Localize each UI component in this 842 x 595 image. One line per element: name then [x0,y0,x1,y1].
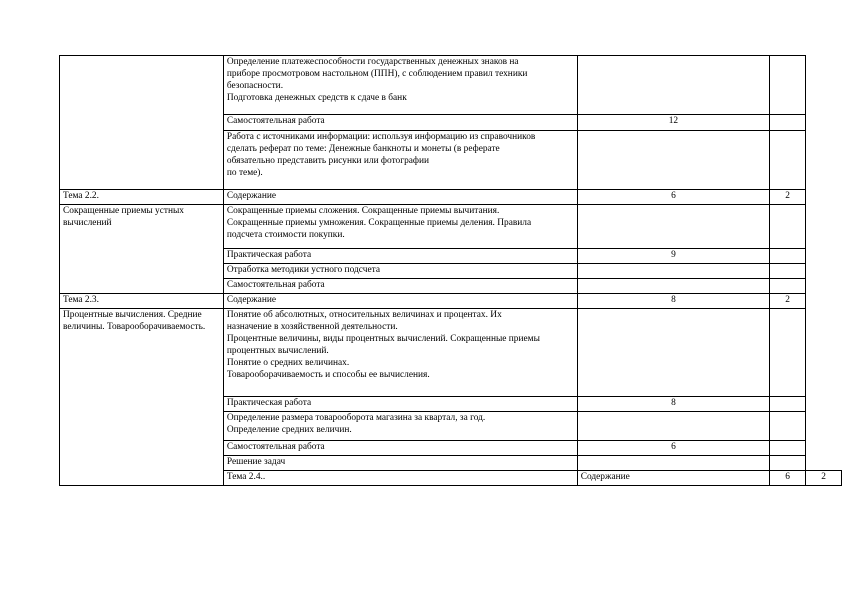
hours-cell [577,309,769,397]
content-line: Процентные величины, виды процентных вычислений. Сокращенные приемы [226,334,540,344]
hours-cell: 8 [577,294,769,309]
level-cell [770,456,806,471]
topic-cell [60,294,224,309]
table-row [60,309,842,397]
content-line: Определение средних величин. [226,425,352,435]
topic-number: Тема 2.2. [63,191,99,201]
content-cell [223,56,577,115]
content-line: Понятие о средних величинах. [226,358,350,368]
content-line: безопасности. [226,81,284,91]
level-cell [770,412,806,441]
content-cell [223,190,577,205]
content-line: Практическая работа [226,398,312,408]
content-line: Работа с источниками информации: используя информацию из справочников [226,132,536,142]
table-row [60,190,842,205]
content-line: приборе просмотровом настольном (ППН), с соблюдением правил техники [226,69,528,79]
topic-cell [60,309,224,486]
topic-cell [223,471,577,486]
topic-title-line: Сокращенные приемы устных [63,206,184,216]
content-line: Сокращенные приемы умножения. Сокращенные приемы деления. Правила [226,218,532,228]
content-cell [223,397,577,412]
content-cell [223,115,577,131]
topic-title-line: величины. Товарооборачиваемость. [63,322,206,332]
level-cell [770,309,806,397]
content-line: назначение в хозяйственной деятельности. [226,322,398,332]
level-cell [770,115,806,131]
hours-cell [577,264,769,279]
topic-number: Тема 2.4.. [226,472,266,482]
content-line: подсчета стоимости покупки. [226,230,345,240]
level-cell [770,441,806,456]
content-cell [223,412,577,441]
level-cell: 2 [770,294,806,309]
level-cell [770,56,806,115]
topic-number: Тема 2.3. [63,295,99,305]
hours-cell [577,56,769,115]
topic-cell [60,190,224,205]
hours-cell [577,131,769,190]
content-line: Содержание [226,191,277,201]
level-cell [770,397,806,412]
content-cell [223,309,577,397]
level-cell [770,249,806,264]
level-cell [770,131,806,190]
content-line: по теме). [226,168,263,178]
content-cell [223,456,577,471]
content-line: Отработка методики устного подсчета [226,265,380,275]
curriculum-table [59,55,842,486]
hours-cell [577,412,769,441]
content-cell [577,471,769,486]
hours-cell [577,205,769,249]
content-cell [223,441,577,456]
level-cell [770,205,806,249]
topic-cell [60,56,224,190]
hours-cell: 9 [577,249,769,264]
content-cell [223,279,577,294]
content-cell [223,264,577,279]
content-line: процентных вычислений. [226,346,329,356]
content-line: Понятие об абсолютных, относительных величинах и процентах. Их [226,310,502,320]
content-line: Содержание [226,295,277,305]
hours-cell [577,279,769,294]
content-line: Определение платежеспособности государственных денежных знаков на [226,57,519,67]
hours-cell [577,456,769,471]
content-line: обязательно представить рисунки или фотографии [226,156,430,166]
table-row [60,205,842,249]
hours-cell: 6 [577,190,769,205]
table-row [60,56,842,115]
level-cell: 2 [770,190,806,205]
hours-cell: 6 [577,441,769,456]
content-line: Сокращенные приемы сложения. Сокращенные приемы вычитания. [226,206,500,216]
topic-title-line: вычислений [63,218,112,228]
level-cell: 2 [806,471,842,486]
content-cell [223,249,577,264]
content-line: Практическая работа [226,250,312,260]
hours-cell: 8 [577,397,769,412]
content-line: Товарооборачиваемость и способы ее вычисления. [226,370,430,380]
hours-cell: 12 [577,115,769,131]
content-line: Самостоятельная работа [226,116,325,126]
content-line: Содержание [580,472,630,482]
table-row [60,294,842,309]
topic-cell [60,205,224,294]
content-line: Подготовка денежных средств к сдаче в банк [226,93,407,103]
level-cell [770,279,806,294]
content-line: сделать реферат по теме: Денежные банкноты и монеты (в реферате [226,144,500,154]
content-cell [223,131,577,190]
level-cell [770,264,806,279]
hours-cell: 6 [770,471,806,486]
content-line: Самостоятельная работа [226,280,325,290]
content-line: Самостоятельная работа [226,442,325,452]
content-cell [223,205,577,249]
content-line: Решение задач [226,457,286,467]
topic-title-line: Процентные вычисления. Средние [63,310,202,320]
content-line: Определение размера товарооборота магазина за квартал, за год. [226,413,486,423]
content-cell [223,294,577,309]
